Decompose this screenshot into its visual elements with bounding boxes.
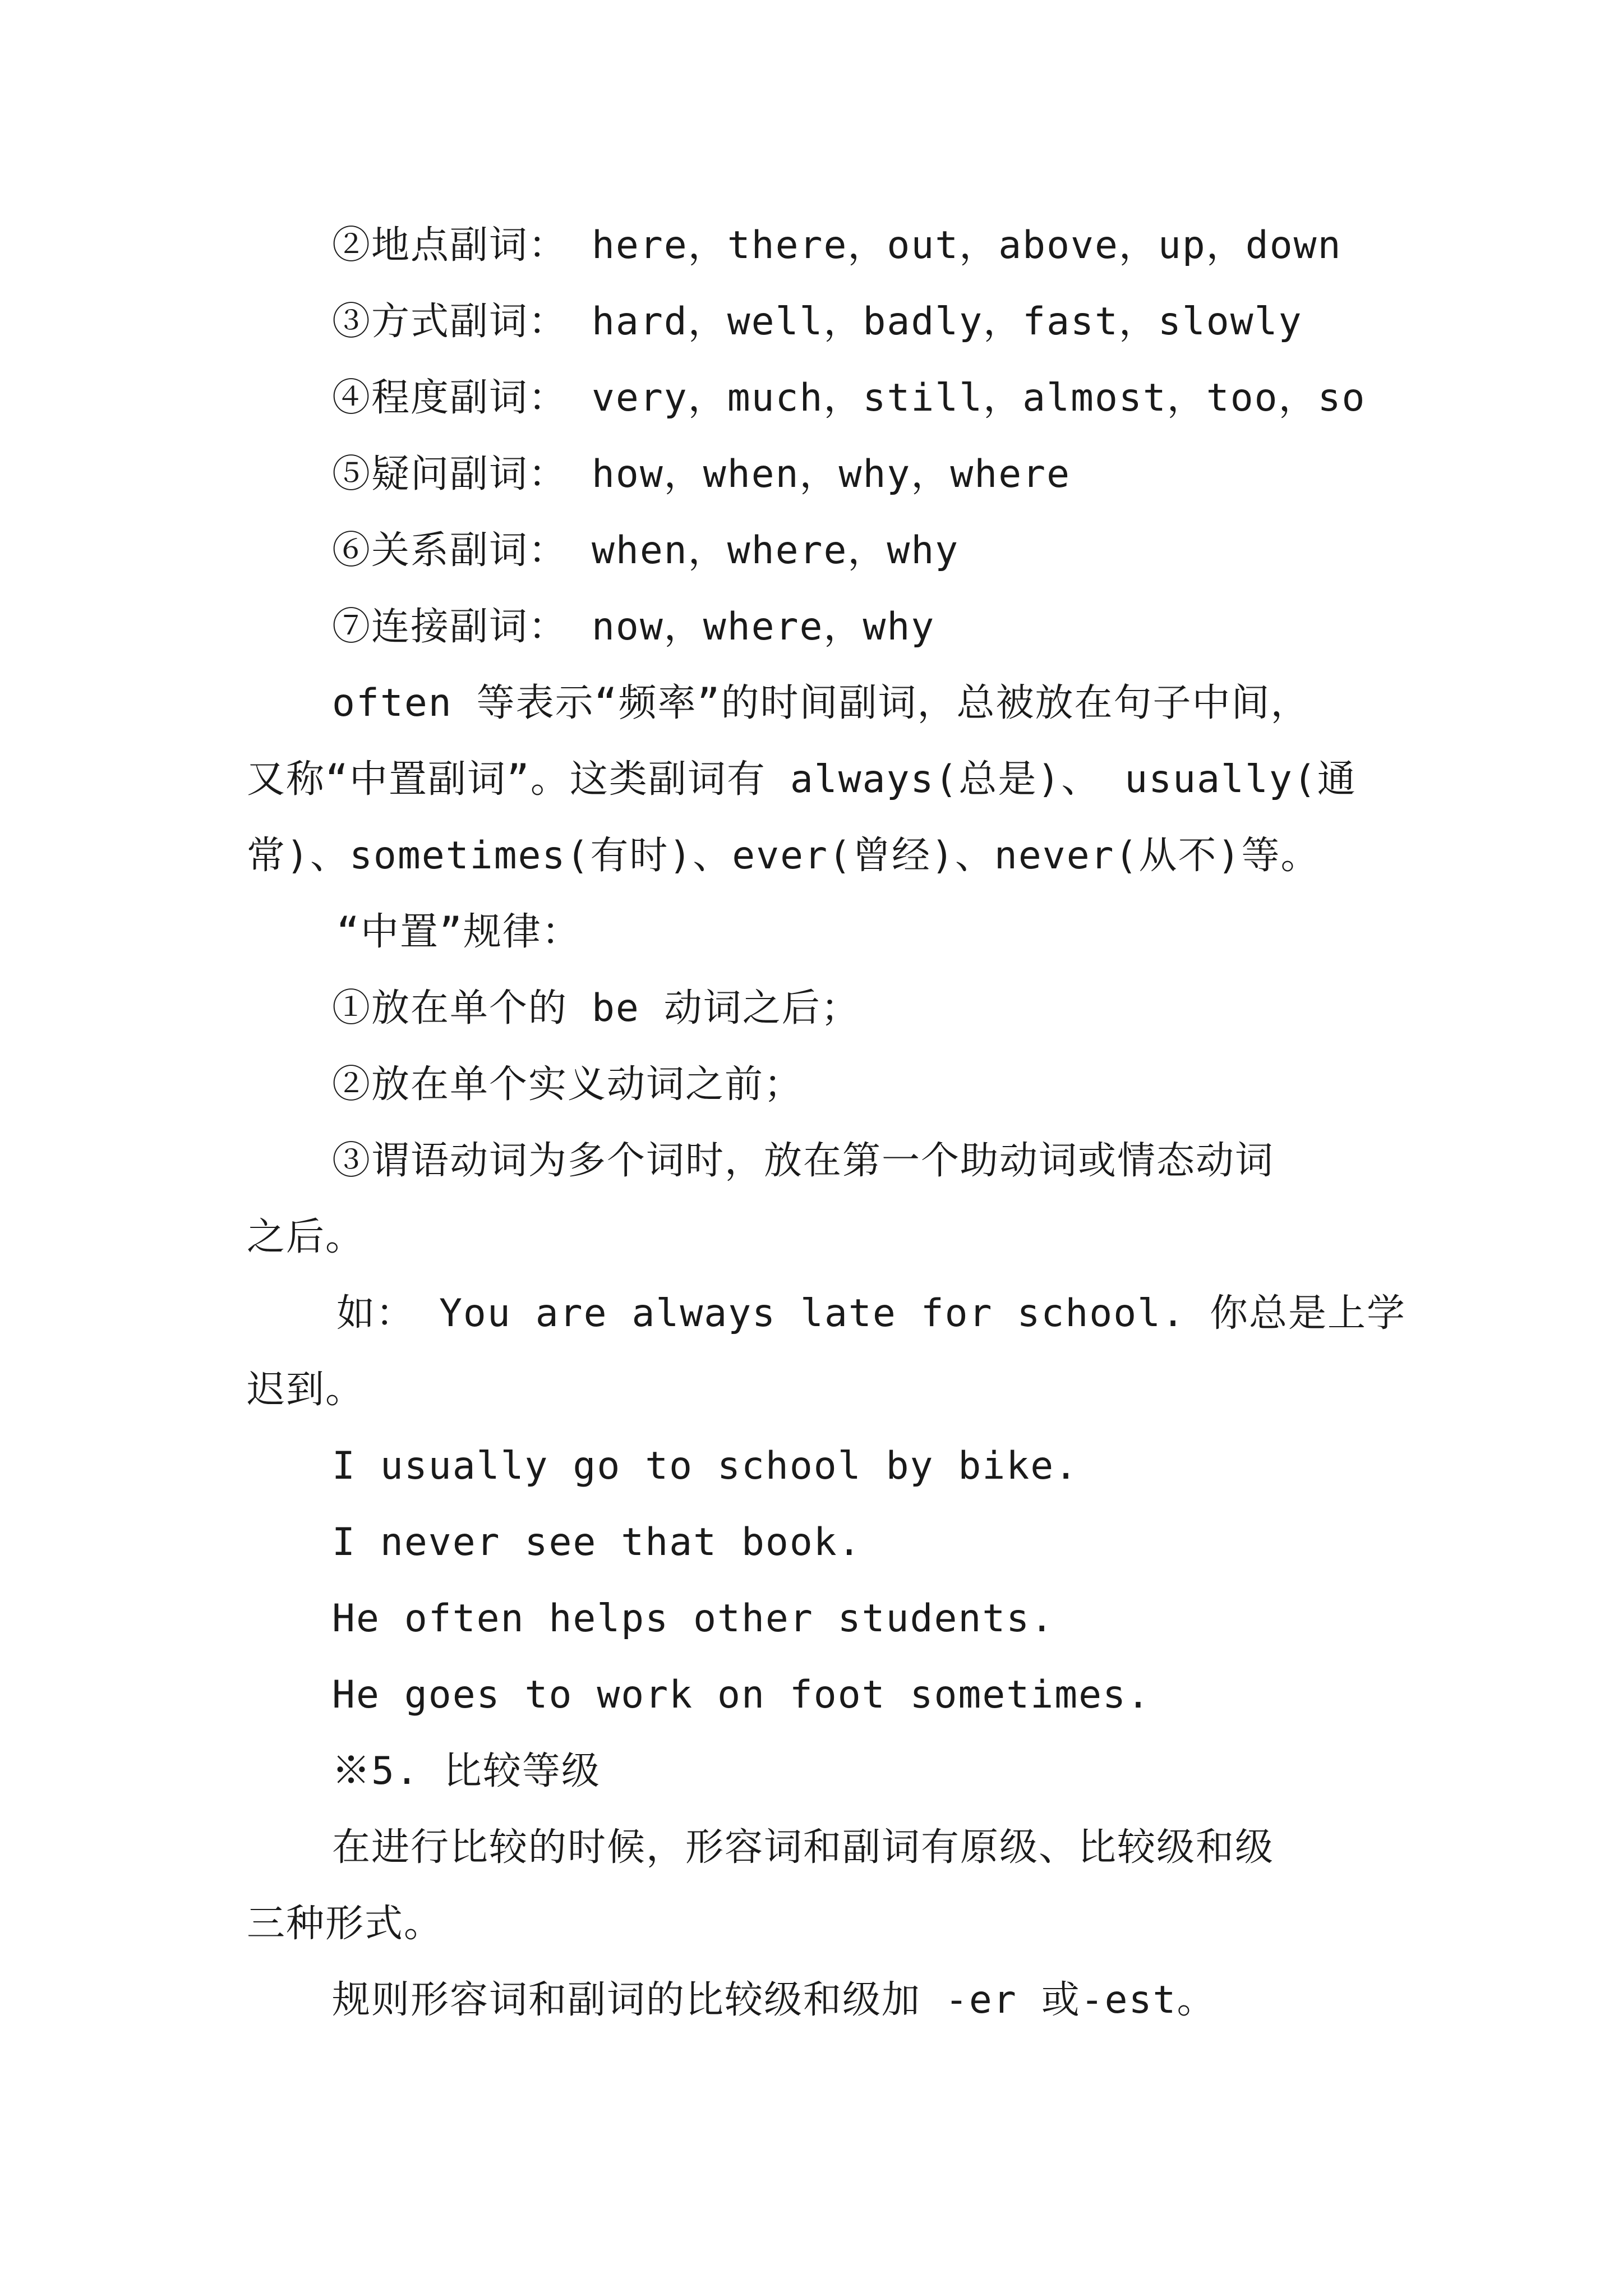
text-line-manner-adverbs: ③方式副词： hard，well，badly，fast，slowly	[332, 300, 1303, 344]
paragraph-regular-forms: 规则形容词和副词的比较级和级加 -er 或-est。	[332, 1978, 1216, 2022]
example-line-1-continued: 迟到。	[247, 1368, 365, 1412]
section-heading-comparison: ※5. 比较等级	[332, 1749, 601, 1793]
example-sentence-1: I usually go to school by bike.	[332, 1444, 1079, 1488]
example-sentence-4: He goes to work on foot sometimes.	[332, 1673, 1151, 1717]
paragraph-frequency-adverbs-line-3: 常)、sometimes(有时)、ever(曾经)、never(从不)等。	[247, 834, 1320, 878]
example-sentence-2: I never see that book.	[332, 1520, 862, 1565]
paragraph-comparison-line-2: 三种形式。	[247, 1902, 444, 1946]
rule-item-3-line-1: ③谓语动词为多个词时，放在第一个助动词或情态动词	[332, 1139, 1275, 1183]
example-line-1: 如： You are always late for school. 你总是上学	[336, 1291, 1407, 1336]
text-line-conjunctive-adverbs: ⑦连接副词： now，where，why	[332, 605, 935, 649]
rule-item-2: ②放在单个实义动词之前；	[332, 1062, 804, 1107]
text-line-interrogative-adverbs: ⑤疑问副词： how，when，why，where	[332, 452, 1071, 496]
rule-item-1: ①放在单个的 be 动词之后；	[332, 986, 860, 1030]
text-line-degree-adverbs: ④程度副词： very，much，still，almost，too，so	[332, 376, 1366, 420]
paragraph-frequency-adverbs-line-1: often 等表示“频率”的时间副词，总被放在句子中间，	[332, 681, 1310, 725]
paragraph-comparison-line-1: 在进行比较的时候，形容词和副词有原级、比较级和级	[332, 1825, 1275, 1870]
rule-item-3-line-2: 之后。	[247, 1215, 365, 1259]
heading-mid-position-rules: “中置”规律：	[336, 910, 581, 954]
text-line-place-adverbs: ②地点副词： here，there，out，above，up，down	[332, 223, 1342, 268]
paragraph-frequency-adverbs-line-2: 又称“中置副词”。这类副词有 always(总是)、 usually(通	[247, 757, 1357, 802]
example-sentence-3: He often helps other students.	[332, 1596, 1055, 1641]
text-line-relative-adverbs: ⑥关系副词： when，where，why	[332, 528, 960, 573]
